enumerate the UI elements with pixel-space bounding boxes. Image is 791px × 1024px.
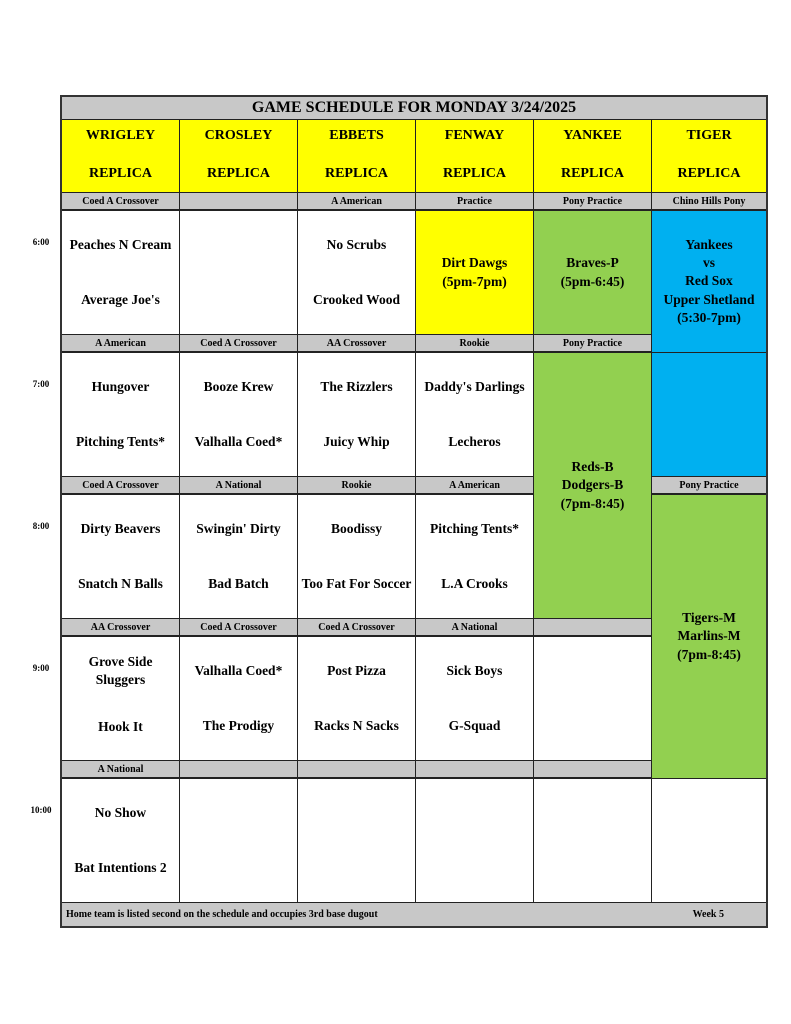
away-team: Hungover: [91, 378, 150, 394]
field-header-ebbets: EBBETS REPLICA: [298, 120, 416, 193]
league-label: [180, 761, 298, 779]
away-team: Valhalla Coed*: [194, 662, 283, 678]
home-team: L.A Crooks: [441, 576, 508, 592]
home-team: Valhalla Coed*: [194, 434, 283, 450]
league-label: [180, 193, 298, 211]
league-label: AA Crossover: [62, 619, 180, 637]
schedule-grid: [60, 95, 768, 928]
away-team: Pitching Tents*: [430, 520, 519, 536]
game-cell: [416, 353, 534, 477]
home-team: Average Joe's: [81, 292, 160, 308]
time-label-8: 8:00: [32, 521, 50, 531]
game-cell: [298, 637, 416, 761]
home-team: The Prodigy: [202, 718, 275, 734]
field-header-crosley: CROSLEY REPLICA: [180, 120, 298, 193]
home-team: Racks N Sacks: [314, 718, 399, 734]
practice-block-braves: Braves-P (5pm-6:45): [534, 211, 652, 335]
time-label-7: 7:00: [32, 379, 50, 389]
home-team: Too Fat For Soccer: [301, 576, 412, 592]
away-team: Sick Boys: [446, 662, 503, 678]
home-team: Crooked Wood: [313, 292, 400, 308]
schedule-title: GAME SCHEDULE FOR MONDAY 3/24/2025: [62, 97, 766, 120]
game-cell: [298, 211, 416, 335]
home-team: Lecheros: [448, 434, 501, 450]
home-team: G-Squad: [448, 718, 501, 734]
league-label: Chino Hills Pony: [652, 193, 766, 211]
pony-block-continued: [652, 353, 766, 477]
game-cell: [652, 779, 766, 903]
away-team: Peaches N Cream: [69, 236, 172, 252]
league-label: A American: [416, 477, 534, 495]
league-label: Coed A Crossover: [62, 477, 180, 495]
away-team: Dirty Beavers: [80, 520, 161, 536]
league-label: A National: [180, 477, 298, 495]
game-cell: [62, 637, 180, 761]
game-cell: [416, 637, 534, 761]
game-block-pony: Yankees vs Red Sox Upper Shetland (5:30-7pm): [652, 211, 766, 353]
league-label: Pony Practice: [534, 335, 652, 353]
game-cell: [180, 637, 298, 761]
league-label: [534, 619, 652, 637]
game-cell: [298, 353, 416, 477]
league-label: A American: [298, 193, 416, 211]
game-cell: [534, 637, 652, 761]
game-cell: [180, 495, 298, 619]
away-team: Booze Krew: [203, 378, 274, 394]
field-header-wrigley: WRIGLEY REPLICA: [62, 120, 180, 193]
away-team: Grove Side Sluggers: [88, 654, 153, 688]
practice-block-fenway: Dirt Dawgs (5pm-7pm): [416, 211, 534, 335]
league-label: Coed A Crossover: [298, 619, 416, 637]
league-label: A National: [62, 761, 180, 779]
league-label: AA Crossover: [298, 335, 416, 353]
away-team: No Scrubs: [326, 236, 387, 252]
game-cell: [62, 353, 180, 477]
home-team: Pitching Tents*: [76, 434, 165, 450]
game-cell: [180, 211, 298, 335]
home-team: Bad Batch: [208, 576, 269, 592]
home-team: Snatch N Balls: [78, 576, 163, 592]
game-cell: [62, 211, 180, 335]
league-label: [298, 761, 416, 779]
home-team: Juicy Whip: [323, 434, 390, 450]
game-cell: [298, 779, 416, 903]
time-label-10: 10:00: [30, 805, 52, 815]
game-cell: [416, 495, 534, 619]
footer-bar: [62, 903, 766, 926]
league-label: A American: [62, 335, 180, 353]
league-label: Coed A Crossover: [180, 335, 298, 353]
away-team: Daddy's Darlings: [424, 378, 525, 394]
footer-note: Home team is listed second on the schedule and occupies 3rd base dugout: [66, 909, 378, 920]
league-label: [416, 761, 534, 779]
game-cell: [62, 779, 180, 903]
away-team: The Rizzlers: [320, 378, 393, 394]
away-team: Swingin' Dirty: [196, 520, 281, 536]
time-label-9: 9:00: [32, 663, 50, 673]
league-label: Practice: [416, 193, 534, 211]
away-team: Boodissy: [330, 520, 383, 536]
league-label: Rookie: [298, 477, 416, 495]
game-cell: [416, 779, 534, 903]
field-header-yankee: YANKEE REPLICA: [534, 120, 652, 193]
game-cell: [180, 353, 298, 477]
game-block-tigers-marlins: Tigers-M Marlins-M (7pm-8:45): [652, 495, 766, 779]
game-cell: [534, 779, 652, 903]
away-team: No Show: [94, 804, 147, 820]
field-header-tiger: TIGER REPLICA: [652, 120, 766, 193]
field-header-fenway: FENWAY REPLICA: [416, 120, 534, 193]
time-label-6: 6:00: [32, 237, 50, 247]
game-cell: [298, 495, 416, 619]
league-label: Pony Practice: [652, 477, 766, 495]
league-label: A National: [416, 619, 534, 637]
league-label: Pony Practice: [534, 193, 652, 211]
week-label: Week 5: [692, 909, 724, 920]
game-cell: [180, 779, 298, 903]
home-team: Bat Intentions 2: [74, 860, 167, 876]
away-team: Post Pizza: [327, 662, 386, 678]
game-cell: [62, 495, 180, 619]
league-label: Rookie: [416, 335, 534, 353]
home-team: Hook It: [98, 718, 143, 734]
game-block-reds-dodgers: Reds-B Dodgers-B (7pm-8:45): [534, 353, 652, 619]
league-label: Coed A Crossover: [180, 619, 298, 637]
league-label: [534, 761, 652, 779]
league-label: Coed A Crossover: [62, 193, 180, 211]
